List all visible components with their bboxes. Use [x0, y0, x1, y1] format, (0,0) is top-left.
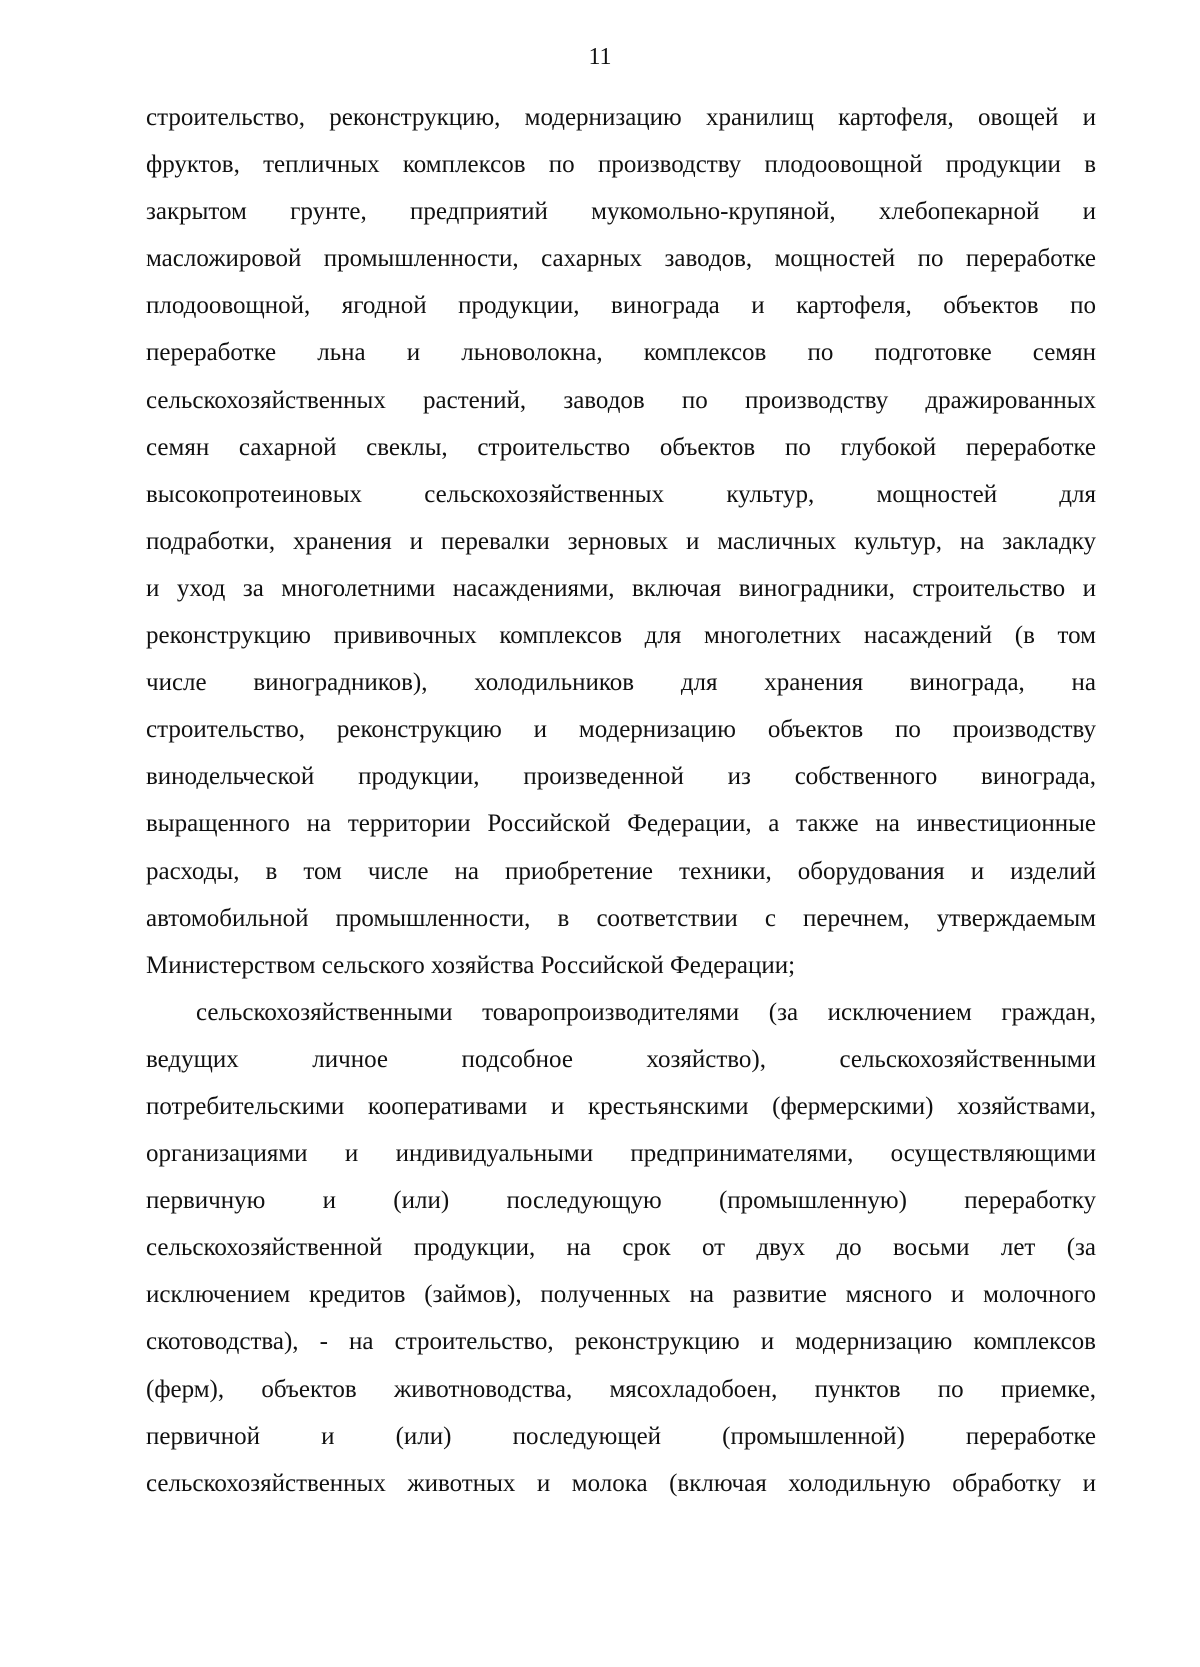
text-line: закрытом грунте, предприятий мукомольно-крупяной, хлебопекарной и	[146, 198, 1096, 226]
text-line: сельскохозяйственными товаропроизводителями (за исключением граждан,	[196, 998, 1096, 1026]
text-line: сельскохозяйственных растений, заводов по производству дражированных	[146, 386, 1096, 414]
text-line: масложировой промышленности, сахарных заводов, мощностей по переработке	[146, 245, 1096, 273]
text-line: и уход за многолетними насаждениями, включая виноградники, строительство и	[146, 574, 1096, 602]
text-line: сельскохозяйственной продукции, на срок от двух до восьми лет (за	[146, 1234, 1096, 1262]
text-line: сельскохозяйственных животных и молока (включая холодильную обработку и	[146, 1469, 1096, 1497]
text-line: исключением кредитов (займов), полученных на развитие мясного и молочного	[146, 1281, 1096, 1309]
text-line: винодельческой продукции, произведенной из собственного винограда,	[146, 763, 1096, 791]
text-line: ведущих личное подсобное хозяйство), сельскохозяйственными	[146, 1045, 1096, 1073]
text-line: первичную и (или) последующую (промышленную) переработку	[146, 1187, 1096, 1215]
text-line: первичной и (или) последующей (промышленной) переработке	[146, 1422, 1096, 1450]
paragraph-1	[146, 94, 1096, 989]
text-line: реконструкцию прививочных комплексов для многолетних насаждений (в том	[146, 622, 1096, 650]
text-line: плодоовощной, ягодной продукции, винограда и картофеля, объектов по	[146, 292, 1096, 320]
text-line: расходы, в том числе на приобретение техники, оборудования и изделий	[146, 857, 1096, 885]
text-line: строительство, реконструкцию и модернизацию объектов по производству	[146, 716, 1096, 744]
text-line: потребительскими кооперативами и крестьянскими (фермерскими) хозяйствами,	[146, 1092, 1096, 1120]
page-number: 11	[588, 44, 612, 70]
paragraph-2	[146, 989, 1096, 1507]
text-line: организациями и индивидуальными предпринимателями, осуществляющими	[146, 1140, 1096, 1168]
text-line: строительство, реконструкцию, модернизацию хранилищ картофеля, овощей и	[146, 104, 1096, 131]
text-line: числе виноградников), холодильников для хранения винограда, на	[146, 669, 1096, 697]
text-line: переработке льна и льноволокна, комплексов по подготовке семян	[146, 339, 1096, 367]
text-line: Министерством сельского хозяйства Российской Федерации;	[146, 951, 796, 979]
text-line: высокопротеиновых сельскохозяйственных культур, мощностей для	[146, 480, 1096, 508]
text-line: (ферм), объектов животноводства, мясохладобоен, пунктов по приемке,	[146, 1375, 1096, 1403]
document-body	[146, 94, 1096, 1507]
text-line: фруктов, тепличных комплексов по производству плодоовощной продукции в	[146, 151, 1096, 179]
text-line: автомобильной промышленности, в соответствии с перечнем, утверждаемым	[146, 904, 1096, 932]
text-line: подработки, хранения и перевалки зерновых и масличных культур, на закладку	[146, 527, 1096, 555]
text-line: выращенного на территории Российской Федерации, а также на инвестиционные	[146, 810, 1096, 838]
text-line: семян сахарной свеклы, строительство объектов по глубокой переработке	[146, 433, 1096, 461]
text-line: скотоводства), - на строительство, реконструкцию и модернизацию комплексов	[146, 1328, 1096, 1356]
